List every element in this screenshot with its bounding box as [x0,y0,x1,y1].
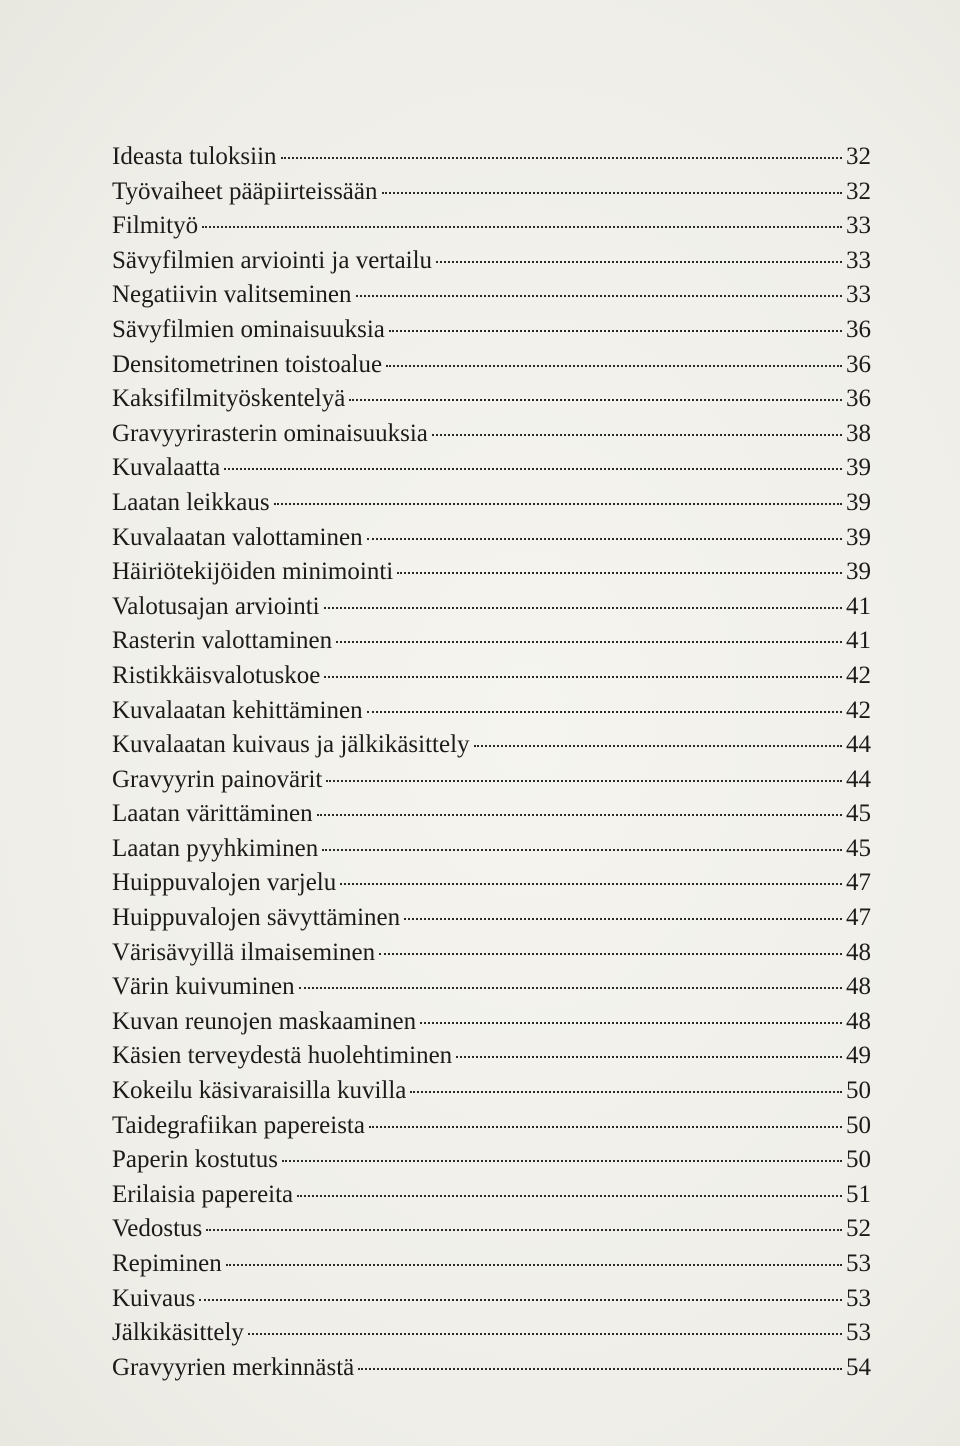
dot-leader [248,1333,842,1335]
toc-entry-title: Vedostus [112,1215,203,1243]
dot-leader [410,1091,842,1093]
toc-entry [112,797,874,832]
toc-entry-title: Kuivaus [112,1284,196,1312]
toc-entry-title: Gravyyrin painovärit [112,765,323,793]
toc-entry [112,140,874,175]
toc-entry [112,417,874,452]
dot-leader [379,953,842,955]
toc-entry-page-number: 48 [846,938,871,966]
toc-entry-page-number: 33 [846,246,871,274]
dot-leader [349,399,842,401]
toc-entry-title: Jälkikäsittely [112,1319,244,1347]
dot-leader [202,226,842,228]
toc-entry [112,694,874,729]
dot-leader [367,711,842,713]
toc-entry-title: Työvaiheet pääpiirteissään [112,177,378,205]
dot-leader [274,503,842,505]
toc-entry [112,970,874,1005]
dot-leader [386,365,842,367]
toc-entry [112,624,874,659]
dot-leader [356,295,842,297]
toc-entry [112,1247,874,1282]
toc-entry [112,521,874,556]
toc-entry-title: Ristikkäisvalotuskoe [112,661,321,689]
dot-leader [326,780,842,782]
toc-entry [112,901,874,936]
toc-entry-title: Laatan leikkaus [112,488,270,516]
toc-entry-page-number: 51 [846,1180,871,1208]
dot-leader [474,745,842,747]
toc-entry-title: Huippuvalojen varjelu [112,869,337,897]
toc-entry-page-number: 45 [846,834,871,862]
toc-entry [112,451,874,486]
toc-entry-title: Sävyfilmien arviointi ja vertailu [112,246,433,274]
toc-entry [112,278,874,313]
toc-entry-page-number: 33 [846,281,871,309]
toc-entry-page-number: 44 [846,731,871,759]
toc-entry-page-number: 32 [846,143,871,170]
toc-entry-page-number: 44 [846,765,871,793]
toc-entry-title: Gravyyrirasterin ominaisuuksia [112,419,428,447]
toc-entry-title: Kuvalaatan kehittäminen [112,696,363,724]
dot-leader [324,607,842,609]
toc-entry [112,1039,874,1074]
toc-entry [112,1074,874,1109]
toc-entry [112,936,874,971]
dot-leader [224,468,842,470]
toc-entry-title: Taidegrafiikan papereista [112,1111,365,1139]
dot-leader [297,1195,842,1197]
toc-entry-title: Gravyyrien merkinnästä [112,1353,355,1381]
toc-entry-title: Häiriötekijöiden minimointi [112,558,394,586]
toc-entry [112,763,874,798]
toc-entry-page-number: 48 [846,973,871,1001]
toc-entry-title: Repiminen [112,1250,222,1277]
toc-entry-page-number: 32 [846,177,871,205]
toc-entry-page-number: 47 [846,904,871,932]
toc-entry-page-number: 53 [846,1284,871,1312]
toc-entry [112,659,874,694]
toc-entry [112,175,874,210]
toc-entry [112,1178,874,1213]
toc-entry-page-number: 39 [846,558,871,586]
dot-leader [324,676,842,678]
dot-leader [382,192,842,194]
toc-entry-page-number: 49 [846,1042,871,1070]
toc-entry-title: Laatan värittäminen [112,800,313,828]
dot-leader [317,814,842,816]
toc-entry-page-number: 53 [846,1319,871,1347]
dot-leader [369,1126,842,1128]
toc-entry-title: Rasterin valottaminen [112,627,333,655]
toc-entry-title: Laatan pyyhkiminen [112,834,319,862]
toc-entry-title: Kaksifilmityöskentelyä [112,385,346,413]
toc-entry [112,209,874,244]
dot-leader [358,1368,842,1370]
dot-leader [367,538,842,540]
toc-entry-page-number: 47 [846,869,871,897]
dot-leader [299,987,842,989]
dot-leader [340,883,842,885]
dot-leader [389,330,842,332]
toc-entry-page-number: 45 [846,800,871,828]
toc-entry-title: Kuvalaatan valottaminen [112,523,363,551]
toc-entry-title: Ideasta tuloksiin [112,143,277,170]
toc-entry-page-number: 36 [846,315,871,343]
toc-entry-page-number: 42 [846,661,871,689]
dot-leader [282,1160,842,1162]
dot-leader [436,261,842,263]
toc-entry-title: Kuvalaatan kuivaus ja jälkikäsittely [112,731,470,759]
toc-entry-title: Erilaisia papereita [112,1180,294,1208]
toc-entry-title: Käsien terveydestä huolehtiminen [112,1042,453,1070]
toc-entry-page-number: 50 [846,1146,871,1174]
dot-leader [226,1264,842,1266]
toc-entry-title: Värisävyillä ilmaiseminen [112,938,376,966]
toc-entry-page-number: 39 [846,488,871,516]
toc-entry [112,1351,874,1386]
toc-entry-title: Värin kuivuminen [112,973,295,1001]
toc-entry-title: Valotusajan arviointi [112,592,320,620]
toc-entry-page-number: 48 [846,1007,871,1035]
toc-entry [112,1316,874,1351]
toc-entry [112,486,874,521]
toc-entry-title: Filmityö [112,212,199,240]
toc-entry-page-number: 54 [846,1353,871,1381]
toc-entry-title: Negatiivin valitseminen [112,281,352,309]
toc-entry [112,866,874,901]
toc-entry [112,590,874,625]
toc-entry-page-number: 41 [846,592,871,620]
toc-entry-page-number: 53 [846,1250,871,1277]
toc-entry [112,382,874,417]
toc-entry-page-number: 36 [846,385,871,413]
toc-entry-page-number: 39 [846,523,871,551]
dot-leader [432,434,842,436]
toc-entry-page-number: 50 [846,1111,871,1139]
dot-leader [199,1299,842,1301]
toc-entry [112,1109,874,1144]
dot-leader [206,1229,842,1231]
toc-entry-page-number: 41 [846,627,871,655]
dot-leader [404,918,842,920]
toc-entry [112,1282,874,1317]
toc-entry [112,1212,874,1247]
toc-entry [112,1143,874,1178]
toc-entry [112,832,874,867]
dot-leader [397,572,842,574]
toc-entry [112,348,874,383]
toc-entry-title: Huippuvalojen sävyttäminen [112,904,401,932]
toc-entry-title: Kuvalaatta [112,454,221,482]
toc-entry-page-number: 36 [846,350,871,378]
dot-leader [281,157,842,159]
toc-entry-page-number: 38 [846,419,871,447]
toc-entry-title: Kuvan reunojen maskaaminen [112,1007,417,1035]
toc-entry-page-number: 50 [846,1077,871,1105]
toc-entry-page-number: 39 [846,454,871,482]
toc-entry-title: Kokeilu käsivaraisilla kuvilla [112,1077,407,1105]
toc-entry [112,728,874,763]
toc-entry [112,1005,874,1040]
toc-entry [112,313,874,348]
dot-leader [456,1056,842,1058]
toc-entry-page-number: 42 [846,696,871,724]
toc-entry-title: Sävyfilmien ominaisuuksia [112,315,385,343]
toc-entry [112,555,874,590]
dot-leader [336,641,842,643]
dot-leader [420,1022,842,1024]
toc-entry [112,244,874,279]
toc-entry-title: Densitometrinen toistoalue [112,350,383,378]
toc-entry-page-number: 33 [846,212,871,240]
dot-leader [322,849,842,851]
toc-entry-page-number: 52 [846,1215,871,1243]
table-of-contents [112,140,874,1385]
toc-entry-title: Paperin kostutus [112,1146,278,1174]
